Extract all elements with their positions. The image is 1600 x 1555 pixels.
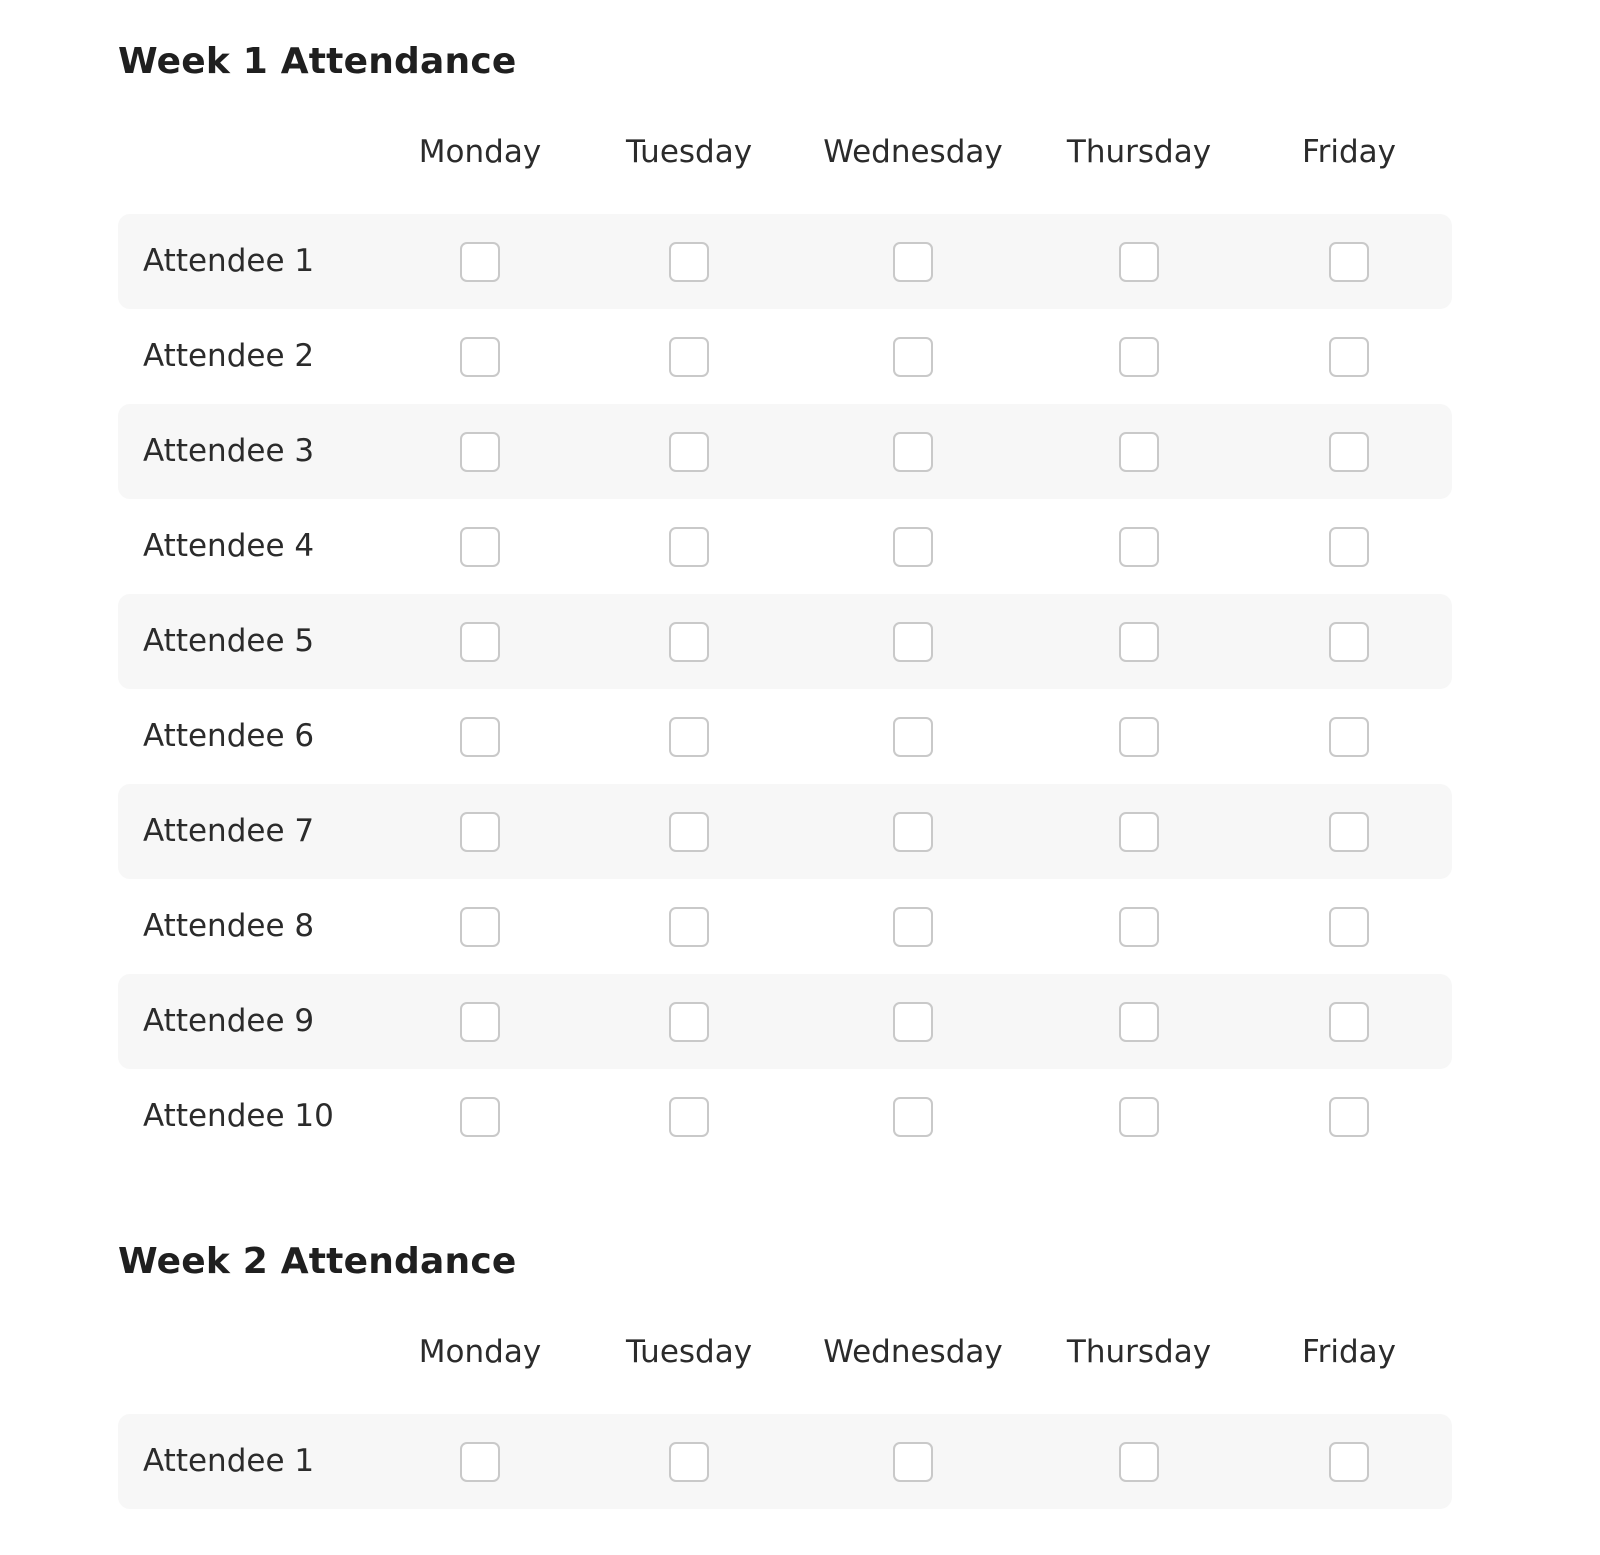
day-header-thursday: Thursday (1066, 1334, 1212, 1370)
day-header-wednesday: Wednesday (823, 1334, 1003, 1370)
attendance-checkbox-friday[interactable] (1329, 907, 1369, 947)
attendee-row-3 (118, 404, 1452, 499)
attendee-row-4 (118, 499, 1452, 594)
attendance-checkbox-friday[interactable] (1329, 1442, 1369, 1482)
attendance-checkbox-wednesday[interactable] (893, 527, 933, 567)
attendance-checkbox-tuesday[interactable] (669, 527, 709, 567)
attendance-checkbox-friday[interactable] (1329, 242, 1369, 282)
attendance-checkbox-friday[interactable] (1329, 1097, 1369, 1137)
attendance-checkbox-wednesday[interactable] (893, 622, 933, 662)
attendance-checkbox-thursday[interactable] (1119, 717, 1159, 757)
attendance-checkbox-monday[interactable] (460, 812, 500, 852)
attendance-checkbox-tuesday[interactable] (669, 907, 709, 947)
attendee-name: Attendee 4 (143, 528, 315, 564)
attendee-name: Attendee 1 (143, 1443, 315, 1479)
attendance-checkbox-thursday[interactable] (1119, 337, 1159, 377)
attendance-checkbox-tuesday[interactable] (669, 1442, 709, 1482)
attendance-checkbox-wednesday[interactable] (893, 907, 933, 947)
attendance-checkbox-monday[interactable] (460, 1097, 500, 1137)
attendance-checkbox-thursday[interactable] (1119, 622, 1159, 662)
attendee-row-9 (118, 974, 1452, 1069)
attendee-row-1 (118, 214, 1452, 309)
attendance-checkbox-friday[interactable] (1329, 527, 1369, 567)
attendee-name: Attendee 8 (143, 908, 315, 944)
day-header-row (118, 1290, 1452, 1414)
attendance-checkbox-thursday[interactable] (1119, 432, 1159, 472)
attendance-checkbox-tuesday[interactable] (669, 622, 709, 662)
attendance-checkbox-tuesday[interactable] (669, 337, 709, 377)
attendee-rows (118, 1414, 1452, 1509)
day-header-friday: Friday (1302, 1334, 1396, 1370)
attendance-checkbox-tuesday[interactable] (669, 1097, 709, 1137)
attendance-checkbox-tuesday[interactable] (669, 717, 709, 757)
attendee-name: Attendee 9 (143, 1003, 315, 1039)
attendance-checkbox-wednesday[interactable] (893, 432, 933, 472)
attendance-checkbox-thursday[interactable] (1119, 527, 1159, 567)
attendance-checkbox-monday[interactable] (460, 1442, 500, 1482)
attendance-checkbox-friday[interactable] (1329, 622, 1369, 662)
attendee-row-7 (118, 784, 1452, 879)
attendance-checkbox-wednesday[interactable] (893, 1097, 933, 1137)
attendee-name: Attendee 6 (143, 718, 315, 754)
section-title: Week 2 Attendance (118, 1241, 517, 1282)
section-title: Week 1 Attendance (118, 41, 517, 82)
attendance-checkbox-friday[interactable] (1329, 432, 1369, 472)
attendance-checkbox-thursday[interactable] (1119, 1097, 1159, 1137)
week-1-attendance-section (118, 38, 1452, 1164)
attendee-row-8 (118, 879, 1452, 974)
day-header-row (118, 90, 1452, 214)
attendance-checkbox-tuesday[interactable] (669, 242, 709, 282)
attendance-checkbox-wednesday[interactable] (893, 812, 933, 852)
attendee-name: Attendee 5 (143, 623, 315, 659)
attendance-checkbox-thursday[interactable] (1119, 907, 1159, 947)
attendee-name: Attendee 3 (143, 433, 315, 469)
attendance-checkbox-monday[interactable] (460, 717, 500, 757)
attendance-checkbox-monday[interactable] (460, 242, 500, 282)
attendance-checkbox-friday[interactable] (1329, 1002, 1369, 1042)
attendance-checkbox-friday[interactable] (1329, 812, 1369, 852)
attendance-checkbox-wednesday[interactable] (893, 717, 933, 757)
attendance-checkbox-tuesday[interactable] (669, 812, 709, 852)
attendee-row-5 (118, 594, 1452, 689)
day-header-monday: Monday (418, 134, 542, 170)
attendance-checkbox-monday[interactable] (460, 907, 500, 947)
attendee-name: Attendee 10 (143, 1098, 334, 1134)
day-header-tuesday: Tuesday (625, 134, 753, 170)
attendee-name: Attendee 2 (143, 338, 315, 374)
attendee-row-6 (118, 689, 1452, 784)
attendee-row-10 (118, 1069, 1452, 1164)
attendance-checkbox-monday[interactable] (460, 432, 500, 472)
attendance-checkbox-wednesday[interactable] (893, 1002, 933, 1042)
attendance-checkbox-thursday[interactable] (1119, 242, 1159, 282)
attendance-checkbox-thursday[interactable] (1119, 1442, 1159, 1482)
attendance-checkbox-wednesday[interactable] (893, 1442, 933, 1482)
day-header-wednesday: Wednesday (823, 134, 1003, 170)
attendance-checkbox-friday[interactable] (1329, 337, 1369, 377)
attendance-checkbox-monday[interactable] (460, 337, 500, 377)
day-header-tuesday: Tuesday (625, 1334, 753, 1370)
attendee-name: Attendee 7 (143, 813, 315, 849)
attendance-checkbox-thursday[interactable] (1119, 1002, 1159, 1042)
attendance-checkbox-monday[interactable] (460, 527, 500, 567)
attendance-checkbox-monday[interactable] (460, 1002, 500, 1042)
day-header-friday: Friday (1302, 134, 1396, 170)
attendance-checkbox-wednesday[interactable] (893, 242, 933, 282)
attendance-checkbox-tuesday[interactable] (669, 432, 709, 472)
day-header-thursday: Thursday (1066, 134, 1212, 170)
attendee-row-1 (118, 1414, 1452, 1509)
attendee-name: Attendee 1 (143, 243, 315, 279)
attendance-checkbox-wednesday[interactable] (893, 337, 933, 377)
attendance-checkbox-tuesday[interactable] (669, 1002, 709, 1042)
attendee-rows (118, 214, 1452, 1164)
attendance-checkbox-thursday[interactable] (1119, 812, 1159, 852)
day-header-monday: Monday (418, 1334, 542, 1370)
week-2-attendance-section (118, 1238, 1452, 1509)
attendee-row-2 (118, 309, 1452, 404)
attendance-checkbox-friday[interactable] (1329, 717, 1369, 757)
attendance-checkbox-monday[interactable] (460, 622, 500, 662)
